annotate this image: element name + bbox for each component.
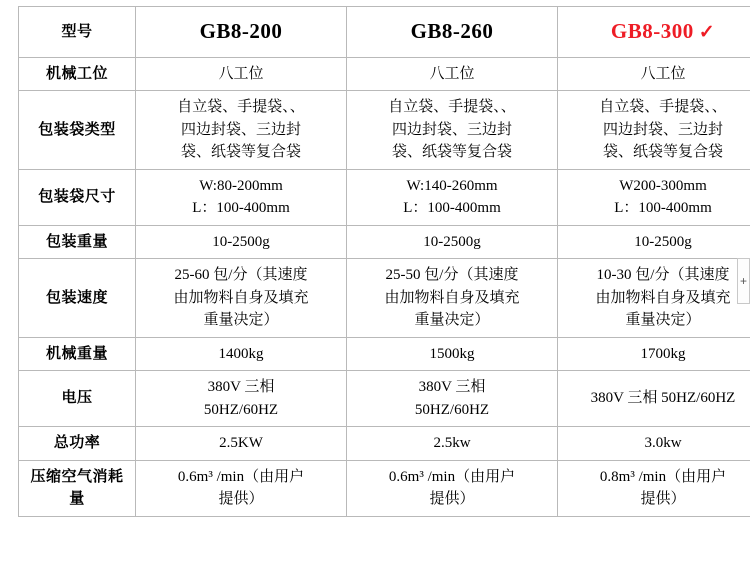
specification-table — [18, 6, 750, 517]
table-row — [19, 460, 750, 516]
row-label-bag-type: 包装袋类型 — [19, 91, 136, 170]
cell-line: 重量决定） — [625, 312, 701, 328]
table-row — [19, 169, 750, 225]
cell-line: 2.5KW — [219, 435, 263, 451]
cell-line: 重量决定） — [203, 312, 279, 328]
cell-line: W:140-260mm — [406, 177, 498, 194]
row-label-stations: 机械工位 — [19, 57, 136, 91]
cell-air-consumption-gb8-300 — [558, 460, 750, 516]
cell-line: 重量决定） — [414, 312, 490, 328]
cell-line: 10-2500g — [423, 233, 481, 250]
cell-line: L：100-400mm — [614, 200, 712, 216]
table-row — [19, 91, 750, 170]
column-header-gb8-200: GB8-200 — [136, 7, 347, 58]
cell-voltage-gb8-260 — [347, 371, 558, 427]
table-row — [19, 371, 750, 427]
table-row — [19, 427, 750, 461]
row-label-pack-speed: 包装速度 — [19, 259, 136, 338]
cell-line: 10-2500g — [634, 233, 692, 250]
cell-total-power-gb8-300 — [558, 427, 750, 461]
cell-line: 自立袋、手提袋、、 — [177, 99, 305, 115]
cell-line: 袋、纸袋等复合袋 — [602, 144, 723, 160]
cell-pack-speed-gb8-300 — [558, 259, 750, 338]
cell-line: 提供） — [429, 491, 475, 507]
cell-line: 1700kg — [640, 345, 686, 362]
cell-line: 0.6m³ /min（由用户 — [388, 468, 516, 485]
cell-line: 380V 三相 — [418, 379, 486, 395]
cell-line: 50HZ/60HZ — [414, 401, 490, 418]
cell-bag-size-gb8-300 — [558, 169, 750, 225]
cell-line: 八工位 — [640, 65, 686, 82]
cell-line: 四边封袋、三边封 — [602, 121, 723, 138]
cell-line: 袋、纸袋等复合袋 — [391, 144, 512, 160]
cell-stations-gb8-260 — [347, 57, 558, 91]
cell-line: 10-2500g — [212, 233, 270, 250]
cell-voltage-gb8-300 — [558, 371, 750, 427]
cell-line: 0.8m³ /min（由用户 — [599, 468, 727, 485]
cell-pack-weight-gb8-200 — [136, 225, 347, 259]
table-header-row — [19, 7, 750, 58]
cell-line: 自立袋、手提袋、、 — [388, 99, 516, 115]
table-row — [19, 259, 750, 338]
cell-line: 380V 三相 50HZ/60HZ — [590, 390, 736, 407]
cell-air-consumption-gb8-260 — [347, 460, 558, 516]
cell-bag-type-gb8-300 — [558, 91, 750, 170]
cell-line: 四边封袋、三边封 — [391, 121, 512, 138]
cell-line: 袋、纸袋等复合袋 — [180, 144, 301, 160]
cell-line: 25-60 包/分（其速度 — [174, 267, 308, 283]
cell-line: 提供） — [640, 491, 686, 507]
cell-total-power-gb8-200 — [136, 427, 347, 461]
row-label-pack-weight: 包装重量 — [19, 225, 136, 259]
cell-line: 2.5kw — [433, 435, 471, 451]
cell-stations-gb8-300 — [558, 57, 750, 91]
table-row — [19, 57, 750, 91]
cell-line: W200-300mm — [619, 177, 707, 194]
cell-pack-speed-gb8-260 — [347, 259, 558, 338]
column-header-gb8-260: GB8-260 — [347, 7, 558, 58]
row-label-air-consumption: 压缩空气消耗量 — [19, 460, 136, 516]
column-header-model: 型号 — [19, 7, 136, 58]
cell-line: L：100-400mm — [403, 200, 501, 216]
cell-pack-speed-gb8-200 — [136, 259, 347, 338]
table-row — [19, 337, 750, 371]
cell-line: 由加物料自身及填充 — [173, 289, 309, 306]
cell-line: 提供） — [218, 491, 264, 507]
expand-button[interactable]: + — [737, 258, 750, 304]
cell-line: L：100-400mm — [192, 200, 290, 216]
table-row — [19, 225, 750, 259]
row-label-bag-size: 包装袋尺寸 — [19, 169, 136, 225]
cell-pack-weight-gb8-300 — [558, 225, 750, 259]
cell-line: 八工位 — [429, 65, 475, 82]
row-label-total-power: 总功率 — [19, 427, 136, 461]
specification-table-container — [18, 6, 736, 517]
cell-bag-type-gb8-200 — [136, 91, 347, 170]
cell-pack-weight-gb8-260 — [347, 225, 558, 259]
row-label-voltage: 电压 — [19, 371, 136, 427]
cell-machine-weight-gb8-200 — [136, 337, 347, 371]
check-icon: ✓ — [698, 22, 716, 43]
cell-line: 25-50 包/分（其速度 — [385, 267, 519, 283]
cell-line: 由加物料自身及填充 — [384, 289, 520, 306]
cell-stations-gb8-200 — [136, 57, 347, 91]
cell-line: 1400kg — [218, 345, 264, 362]
cell-line: 八工位 — [218, 65, 264, 82]
cell-line: 四边封袋、三边封 — [180, 121, 301, 138]
cell-total-power-gb8-260 — [347, 427, 558, 461]
gb8-300-label: GB8-300 — [610, 19, 694, 43]
cell-line: 10-30 包/分（其速度 — [596, 267, 730, 283]
cell-bag-size-gb8-260 — [347, 169, 558, 225]
cell-line: 50HZ/60HZ — [203, 401, 279, 418]
cell-bag-type-gb8-260 — [347, 91, 558, 170]
cell-line: 由加物料自身及填充 — [595, 289, 731, 306]
cell-air-consumption-gb8-200 — [136, 460, 347, 516]
cell-line: W:80-200mm — [199, 177, 283, 194]
cell-machine-weight-gb8-260 — [347, 337, 558, 371]
column-header-gb8-300 — [558, 7, 750, 58]
cell-line: 380V 三相 — [207, 379, 275, 395]
cell-line: 3.0kw — [644, 435, 682, 451]
row-label-machine-weight: 机械重量 — [19, 337, 136, 371]
cell-line: 1500kg — [429, 345, 475, 362]
cell-line: 自立袋、手提袋、、 — [599, 99, 727, 115]
cell-line: 0.6m³ /min（由用户 — [177, 468, 305, 485]
cell-machine-weight-gb8-300 — [558, 337, 750, 371]
cell-bag-size-gb8-200 — [136, 169, 347, 225]
cell-voltage-gb8-200 — [136, 371, 347, 427]
